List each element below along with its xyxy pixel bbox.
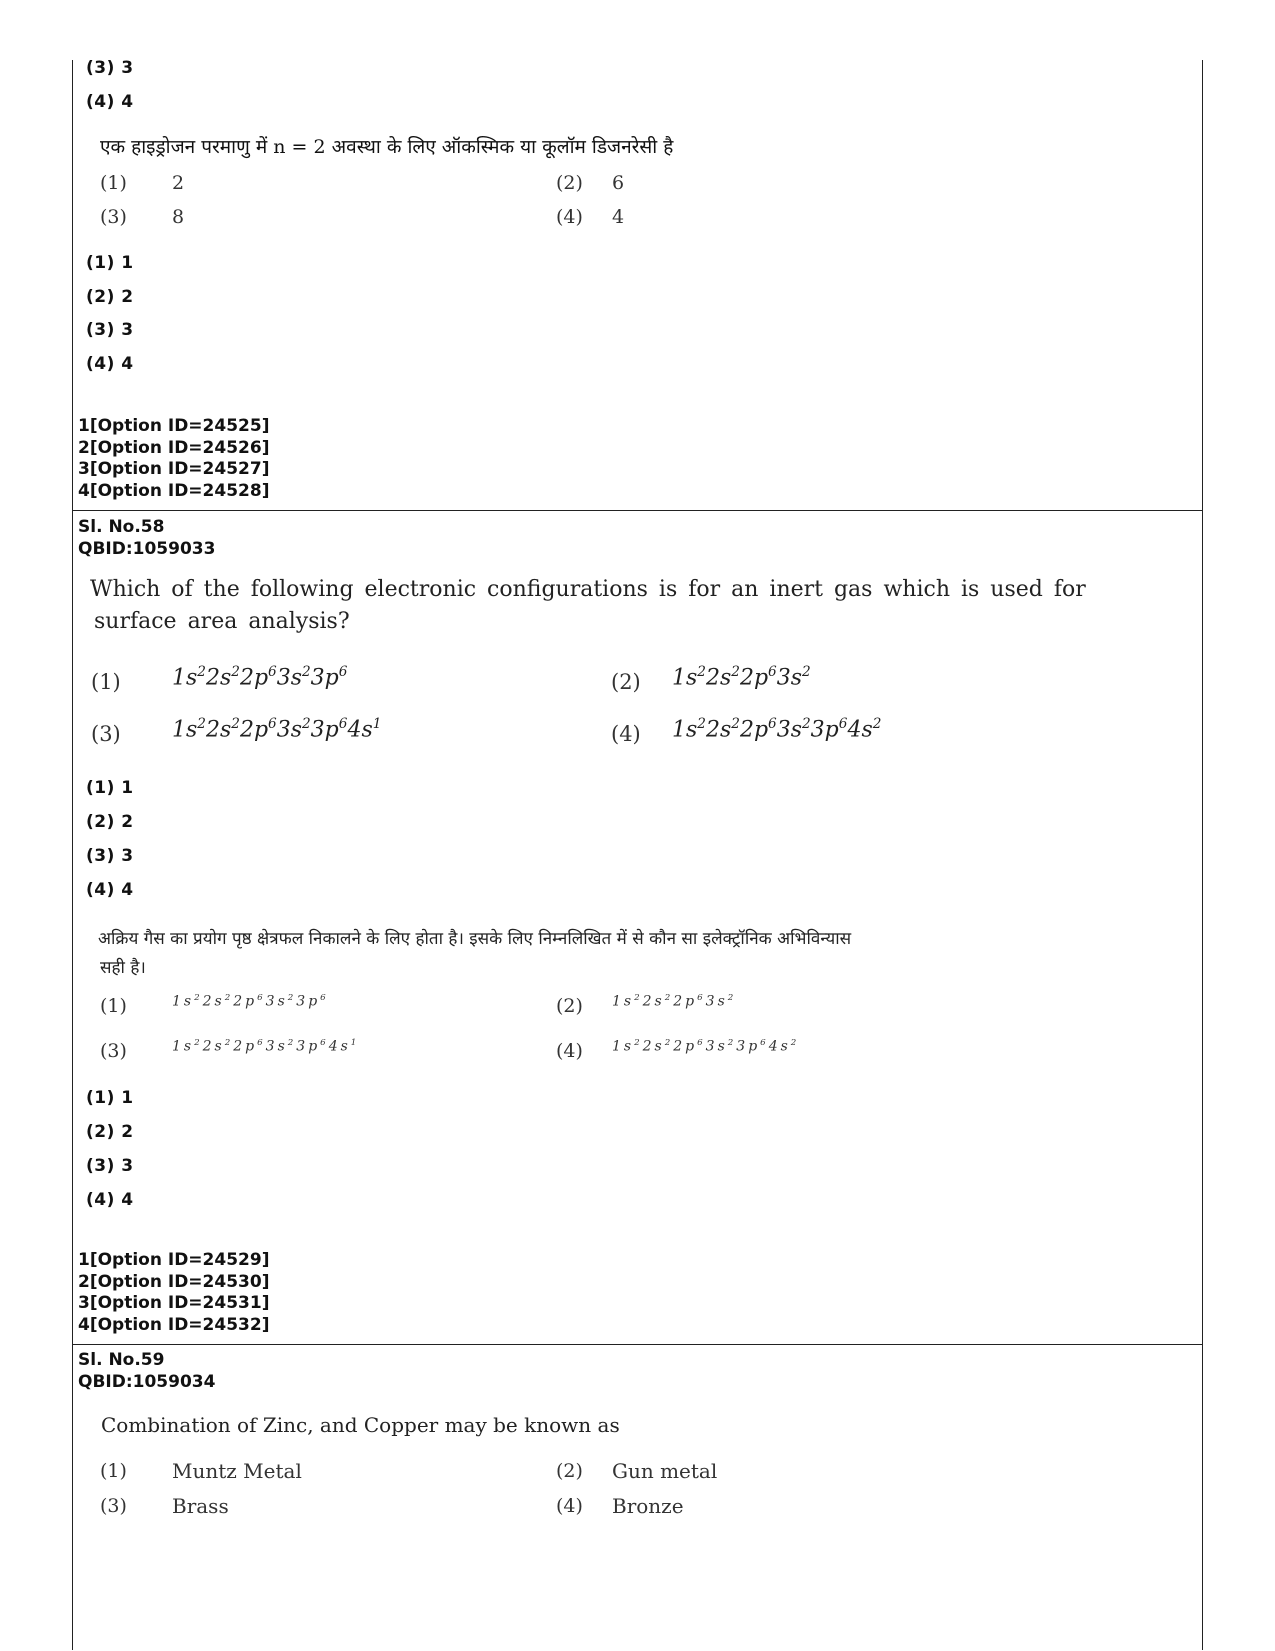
question-text-hindi: अक्रिय गैस का प्रयोग पृष्ठ क्षेत्रफल निकालने के लिए होता है। इसके लिए निम्नलिखित में से कौन सा इलेक्ट्रॉनिक अभिविन्यास bbox=[98, 929, 852, 949]
question-text: surface area analysis? bbox=[94, 609, 350, 634]
choice-value: Bronze bbox=[612, 1494, 684, 1518]
option-id: 4[Option ID=24528] bbox=[78, 480, 270, 501]
option-row: (4) 4 bbox=[86, 354, 134, 374]
config-formula: $1s^22s^22p^63s^23p^6$ bbox=[172, 664, 348, 691]
choice-label: (2) bbox=[556, 1460, 583, 1482]
option-id-list bbox=[78, 1250, 269, 1336]
serial-number: Sl. No.58 bbox=[78, 517, 165, 537]
option-row: (3) 3 bbox=[86, 1156, 134, 1176]
config-formula-small: $1s^22s^22p^63s^2$ bbox=[612, 993, 737, 1010]
choice-label: (3) bbox=[100, 206, 127, 228]
page-border-left bbox=[72, 60, 73, 1650]
serial-number: Sl. No.59 bbox=[78, 1350, 165, 1370]
choice-label: (1) bbox=[100, 995, 127, 1017]
config-formula-small: $1s^22s^22p^63s^23p^64s^2$ bbox=[612, 1038, 800, 1055]
question-text: Combination of Zinc, and Copper may be known as bbox=[101, 1413, 620, 1437]
option-row: (4) 4 bbox=[86, 92, 134, 112]
question-text-hindi: सही है। bbox=[100, 958, 146, 978]
option-row: (4) 4 bbox=[86, 1190, 134, 1210]
config-formula-small: $1s^22s^22p^63s^23p^6$ bbox=[172, 993, 329, 1010]
choice-label: (2) bbox=[556, 995, 583, 1017]
option-row: (1) 1 bbox=[86, 253, 134, 273]
question-divider bbox=[72, 510, 1203, 511]
option-row: (3) 3 bbox=[86, 58, 134, 78]
option-row: (1) 1 bbox=[86, 778, 134, 798]
question-text: Which of the following electronic configurations is for an inert gas which is used for bbox=[90, 577, 1086, 602]
choice-value: 2 bbox=[172, 172, 185, 194]
choice-label: (3) bbox=[100, 1495, 127, 1517]
choice-label: (2) bbox=[611, 670, 641, 694]
option-row: (4) 4 bbox=[86, 880, 134, 900]
option-id-list bbox=[78, 416, 269, 502]
choice-value: Muntz Metal bbox=[172, 1459, 302, 1483]
choice-label: (4) bbox=[611, 722, 641, 746]
choice-label: (2) bbox=[556, 172, 583, 194]
config-formula: $1s^22s^22p^63s^23p^64s^1$ bbox=[172, 716, 382, 743]
option-row: (1) 1 bbox=[86, 1088, 134, 1108]
choice-label: (1) bbox=[100, 1460, 127, 1482]
choice-value: 4 bbox=[612, 206, 625, 228]
choice-label: (3) bbox=[91, 722, 121, 746]
option-id: 4[Option ID=24532] bbox=[78, 1314, 270, 1335]
qbid: QBID:1059034 bbox=[78, 1371, 216, 1392]
choice-label: (1) bbox=[91, 670, 121, 694]
config-formula-small: $1s^22s^22p^63s^23p^64s^1$ bbox=[172, 1038, 360, 1055]
choice-value: 8 bbox=[172, 206, 185, 228]
choice-value: Gun metal bbox=[612, 1459, 718, 1483]
question-text-hindi: एक हाइड्रोजन परमाणु में n = 2 अवस्था के लिए ऑकस्मिक या कूलॉम डिजनरेसी है bbox=[100, 136, 674, 158]
choice-value: 6 bbox=[612, 172, 625, 194]
config-formula: $1s^22s^22p^63s^23p^64s^2$ bbox=[672, 716, 882, 743]
choice-label: (3) bbox=[100, 1040, 127, 1062]
choice-label: (1) bbox=[100, 172, 127, 194]
question-divider bbox=[72, 1344, 1203, 1345]
option-id: 2[Option ID=24530] bbox=[78, 1271, 270, 1292]
option-id: 3[Option ID=24531] bbox=[78, 1293, 270, 1313]
question-header bbox=[78, 517, 215, 560]
qbid: QBID:1059033 bbox=[78, 538, 216, 559]
question-header bbox=[78, 1350, 215, 1393]
option-row: (2) 2 bbox=[86, 1122, 134, 1142]
choice-label: (4) bbox=[556, 1040, 583, 1062]
option-row: (2) 2 bbox=[86, 812, 134, 832]
page-border-right bbox=[1202, 60, 1203, 1650]
config-formula: $1s^22s^22p^63s^2$ bbox=[672, 664, 811, 691]
choice-label: (4) bbox=[556, 1495, 583, 1517]
option-row: (2) 2 bbox=[86, 287, 134, 307]
option-row: (3) 3 bbox=[86, 320, 134, 340]
choice-value: Brass bbox=[172, 1494, 229, 1518]
option-id: 1[Option ID=24525] bbox=[78, 416, 270, 436]
choice-label: (4) bbox=[556, 206, 583, 228]
option-id: 1[Option ID=24529] bbox=[78, 1250, 270, 1270]
option-id: 3[Option ID=24527] bbox=[78, 459, 270, 479]
option-row: (3) 3 bbox=[86, 846, 134, 866]
option-id: 2[Option ID=24526] bbox=[78, 437, 270, 458]
